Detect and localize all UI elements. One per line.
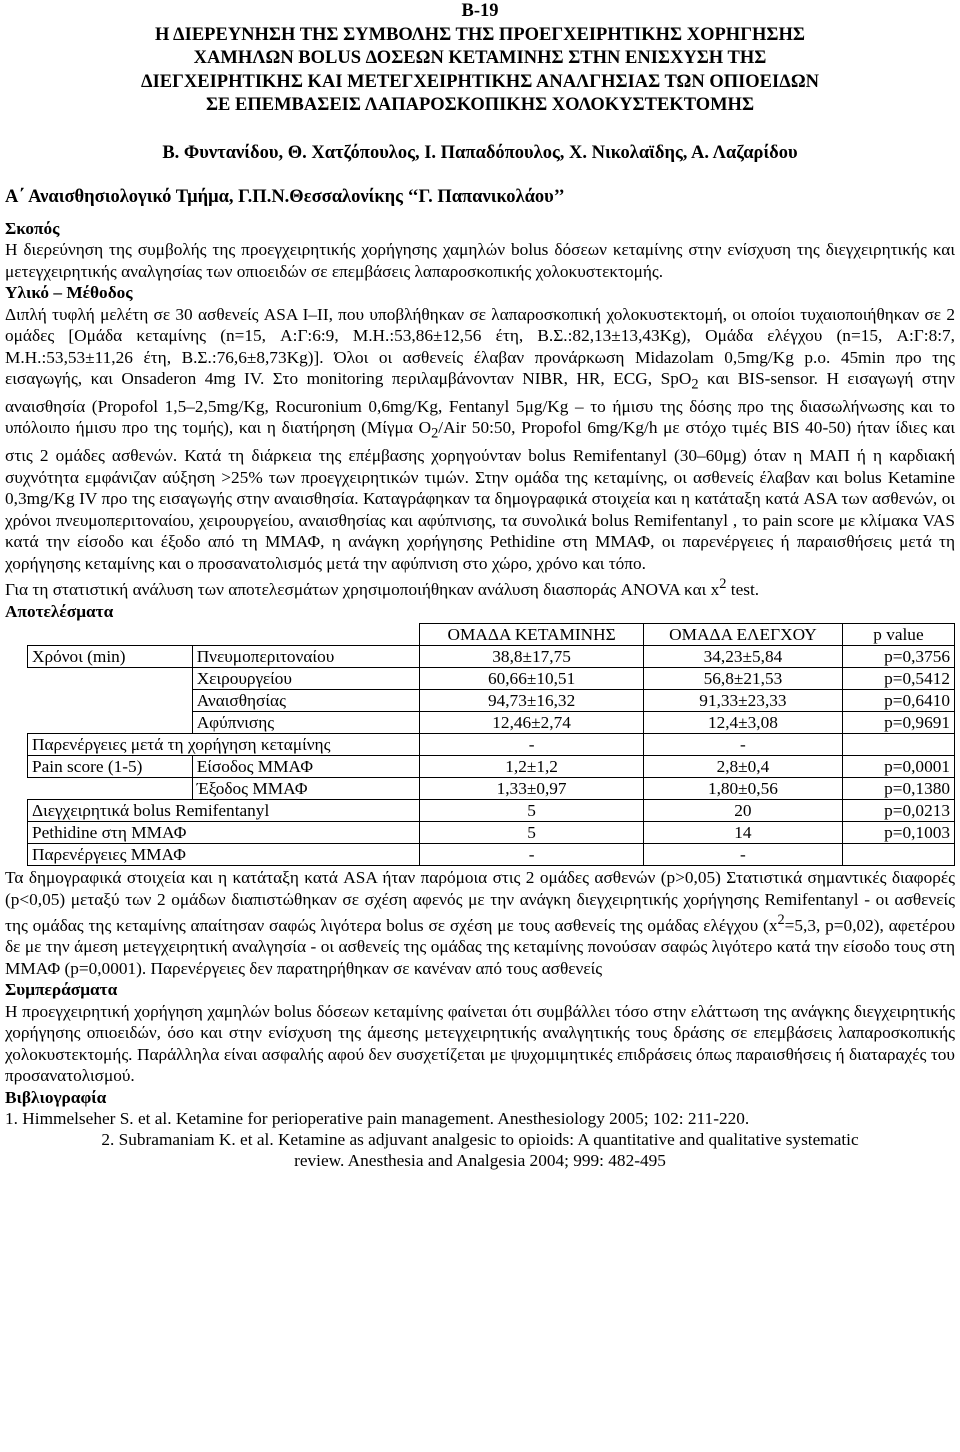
table-row <box>28 690 955 712</box>
conclusions-text: Η προεγχειρητική χορήγηση χαμηλών bolus δόσεων κεταμίνης φαίνεται ότι συμβάλλει τόσο στην ελάττωση της ανάγκης διεγχειρητικής χορήγησης οπιοειδών, όσο και στην ενίσχυση της άμεσης μετεγχειρητικής αναλγητικής τους δράσης σε επεμβάσεις λαπαροσκοπικής χολοκυστεκτομής. Παράλληλα είναι ασφαλής αφού δεν συσχετίζεται με ψυχομιμητικές επιδράσεις όπως παραισθήσεις ή διαταραχές του προσανατολισμού. <box>5 1001 955 1086</box>
control-value: - <box>644 734 843 756</box>
methods-text-part: /Air 50:50, Propofol 6mg/Kg/h με στόχο τιμές BIS 40-50) ήταν ίδιες και στις 2 ομάδες ασθενών. Κατά τη διάρκεια της επέμβασης χορηγούνταν bolus Remifentanyl (30–60μg) όταν η ΜΑΠ ή η καρδιακή συχνότητα εμφάνιζαν αύξηση >25% των προεγχειρητικών τιμών. Στην ομάδα της κεταμίνης, οι ασθενείς έλαβαν και bolus Ketamine 0,3mg/Kg IV προ της εισαγωγής στην αναισθησία. Καταγράφηκαν τα δημογραφικά στοιχεία και η κατάταξη κατά ASA των ασθενών, οι χρόνοι πνευμοπεριτοναίου, χειρουργείου, αναισθησίας και αφύπνισης, τα συνολικά bolus Remifentanyl , το pain score με κλίμακα VAS κατά την είσοδο και έξοδο από τη ΜΜΑΦ, η ανάγκη χορήγησης Pethidine στη ΜΜΑΦ, οι παρενέργειες ή παραισθήσεις μετά τη χορήγησης κεταμίνης και ο προσανατολισμός μετά την αφύπνιση στο χώρο, χρόνο και τόπο. <box>5 418 955 573</box>
p-value: p=0,1003 <box>842 822 954 844</box>
p-value: p=0,3756 <box>842 646 954 668</box>
p-value: p=0,1380 <box>842 778 954 800</box>
row-label: Χειρουργείου <box>192 668 419 690</box>
statistics-text-part: Για τη στατιστική ανάλυση των αποτελεσμάτων χρησιμοποιήθηκαν ανάλυση διασποράς ANOVA και x <box>5 580 720 600</box>
title-line: Η ΔΙΕΡΕΥΝΗΣΗ ΤΗΣ ΣΥΜΒΟΛΗΣ ΤΗΣ ΠΡΟΕΓΧΕΙΡΗΤΙΚΗΣ ΧΟΡΗΓΗΣΗΣ <box>155 24 805 45</box>
references-list <box>5 1108 955 1171</box>
control-value: 2,8±0,4 <box>644 756 843 778</box>
ketamine-value: 5 <box>420 800 644 822</box>
superscript: 2 <box>719 576 727 593</box>
methods-text-part: Διπλή τυφλή μελέτη σε 30 ασθενείς ASA I–II, που υποβλήθηκαν σε λαπαροσκοπική χολοκυστεκτομή, οι οποίοι τυχαιοποιήθηκαν σε 2 ομάδες [Ομάδα κεταμίνης (n=15, Α:Γ:6:9, Μ.Η.:53,86±12,56 έτη, Β.Σ.:82,13±13,43Kg), Ομάδα ελέγχου (n=15, Α:Γ:8:7, Μ.Η.:53,53±11,26 έτη, Β.Σ.:76,6±8,73Kg)]. Όλοι οι ασθενείς έλαβαν προνάρκωση Midazolam 0,5mg/Kg p.o. 45min προ της εισαγωγής, και Onsaderon 4mg IV. Στο monitoring περιλαμβάνονταν NIBR, HR, ECG, SpO <box>5 304 955 388</box>
p-value: p=0,0213 <box>842 800 954 822</box>
control-value: 34,23±5,84 <box>644 646 843 668</box>
row-label: Διεγχειρητικά bolus Remifentanyl <box>28 800 420 822</box>
title-line: ΣΕ ΕΠΕΜΒΑΣΕΙΣ ΛΑΠΑΡΟΣΚΟΠΙΚΗΣ ΧΟΛΟΚΥΣΤΕΚΤΟΜΗΣ <box>205 95 755 115</box>
p-value: p=0,6410 <box>842 690 954 712</box>
header-control: ΟΜΑΔΑ ΕΛΕΓΧΟΥ <box>644 624 843 646</box>
results-text-part: =5,3, p=0,02), αφετέρου δε με την άμεση μετεγχειρητική αναλγησία - οι ασθενείς της ομάδας της κεταμίνης πονούσαν σαφώς λιγότερο κατά την είσοδο τους στη ΜΜΑΦ (p=0,0001). Παρενέργειες δεν παρατηρήθηκαν σε κανέναν από τους ασθενείς <box>5 915 956 978</box>
table-row <box>28 756 955 778</box>
control-value: - <box>644 844 843 866</box>
authors: Β. Φυντανίδου, Θ. Χατζόπουλος, Ι. Παπαδόπουλος, Χ. Νικολαϊδης, Α. Λαζαρίδου <box>162 142 798 163</box>
row-label: Είσοδος ΜΜΑΦ <box>192 756 419 778</box>
control-value: 20 <box>644 800 843 822</box>
ketamine-value: 94,73±16,32 <box>420 690 644 712</box>
row-label: Αφύπνισης <box>192 712 419 734</box>
superscript: 2 <box>777 912 785 929</box>
table-row <box>28 646 955 668</box>
table-row <box>28 668 955 690</box>
control-value: 91,33±23,33 <box>644 690 843 712</box>
reference-item: 1. Himmelseher S. et al. Ketamine for perioperative pain management. Anesthesiology 2005; 102: 211-220. <box>5 1109 750 1129</box>
control-value: 1,80±0,56 <box>644 778 843 800</box>
table-row <box>28 712 955 734</box>
subscript: 2 <box>691 376 699 393</box>
aim-heading: Σκοπός <box>5 218 60 238</box>
ketamine-value: 60,66±10,51 <box>420 668 644 690</box>
table-row <box>28 844 955 866</box>
results-text <box>5 867 955 979</box>
row-label: Pethidine στη ΜΜΑΦ <box>28 822 420 844</box>
control-value: 56,8±21,53 <box>644 668 843 690</box>
control-value: 12,4±3,08 <box>644 712 843 734</box>
p-value: p=0,9691 <box>842 712 954 734</box>
abstract-page <box>5 0 955 1171</box>
row-label: Αναισθησίας <box>192 690 419 712</box>
p-value: p=0,5412 <box>842 668 954 690</box>
title-line: ΔΙΕΓΧΕΙΡΗΤΙΚΗΣ ΚΑΙ ΜΕΤΕΓΧΕΙΡΗΤΙΚΗΣ ΑΝΑΛΓΗΣΙΑΣ ΤΩΝ ΟΠΙΟΕΙΔΩΝ <box>141 71 819 92</box>
table-row <box>28 822 955 844</box>
references-heading: Βιβλιογραφία <box>5 1087 107 1107</box>
ketamine-value: - <box>420 734 644 756</box>
methods-heading: Υλικό – Μέθοδος <box>5 283 133 302</box>
results-text-part: Τα δημογραφικά στοιχεία και η κατάταξη κατά ASA ήταν παρόμοια στις 2 ομάδες ασθενών (p>0,05) Στατιστικά σημαντικές διαφορές (p<0,05) μεταξύ των 2 ομάδων διαπιστώθηκαν σε σχέση αφενός με την ανάγκη διεγχειρητικής χορήγησης Remifentanyl - οι ασθενείς της ομάδας της κεταμίνης απαίτησαν σαφώς λιγότερα bolus σε σχέση με τους ασθενείς της ομάδας ελέγχου (x <box>5 868 955 935</box>
table-row <box>28 778 955 800</box>
p-value <box>842 734 954 756</box>
statistics-text <box>5 574 955 600</box>
header-ketamine: ΟΜΑΔΑ ΚΕΤΑΜΙΝΗΣ <box>420 624 644 646</box>
statistics-text-part: test. <box>726 580 760 600</box>
ketamine-value: 1,2±1,2 <box>420 756 644 778</box>
p-value: p=0,0001 <box>842 756 954 778</box>
reference-item: 2. Subramaniam K. et al. Ketamine as adjuvant analgesic to opioids: A quantitative and qualitative systematic <box>101 1130 859 1150</box>
table-header-row <box>28 624 955 646</box>
table-row <box>28 800 955 822</box>
row-label: Πνευμοπεριτοναίου <box>192 646 419 668</box>
subscript: 2 <box>431 425 439 442</box>
methods-text <box>5 304 955 575</box>
group-label: Χρόνοι (min) <box>28 646 193 668</box>
p-value <box>842 844 954 866</box>
table-row <box>28 734 955 756</box>
results-heading: Αποτελέσματα <box>5 601 114 621</box>
ketamine-value: 5 <box>420 822 644 844</box>
header-pvalue: p value <box>842 624 954 646</box>
title-line: ΧΑΜΗΛΩΝ BOLUS ΔΟΣΕΩΝ ΚΕΤΑΜΙΝΗΣ ΣΤΗΝ ΕΝΙΣΧΥΣΗ ΤΗΣ <box>193 48 767 68</box>
ketamine-value: 1,33±0,97 <box>420 778 644 800</box>
reference-item-continued: review. Anesthesia and Analgesia 2004; 999: 482-495 <box>294 1151 666 1171</box>
ketamine-value: 38,8±17,75 <box>420 646 644 668</box>
methods-text-part: και BIS-sensor. Η εισαγωγή στην αναισθησία (Propofol 1,5–2,5mg/Kg, Rocuronium 0,6mg/Kg, Fentanyl 5μg/Kg – το ήμισυ της δόσης προ της διασωλήνωσης και το υπόλοιπο ήμισυ προ της τομής), και η διατήρηση (Μίγμα Ο <box>5 369 955 438</box>
results-table <box>27 623 955 866</box>
abstract-code: Β-19 <box>461 1 499 21</box>
aim-text: Η διερεύνηση της συμβολής της προεγχειρητικής χορήγησης χαμηλών bolus δόσεων κεταμίνης στην ενίσχυση της διεγχειρητικής και μετεγχειρητικής αναλγησίας των οπιοειδών σε επεμβάσεις λαπαροσκοπικής χολοκυστεκτομής. <box>5 240 955 281</box>
abstract-title <box>5 24 955 118</box>
row-label: Παρενέργειες μετά τη χορήγηση κεταμίνης <box>28 734 420 756</box>
row-label: Έξοδος ΜΜΑΦ <box>192 778 419 800</box>
conclusions-heading: Συμπεράσματα <box>5 980 118 1000</box>
ketamine-value: - <box>420 844 644 866</box>
group-label: Pain score (1-5) <box>28 756 193 778</box>
control-value: 14 <box>644 822 843 844</box>
affiliation: Α΄ Αναισθησιολογικό Τμήμα, Γ.Π.Ν.Θεσσαλονίκης ‘‘Γ. Παπανικολάου’’ <box>5 186 565 207</box>
row-label: Παρενέργειες ΜΜΑΦ <box>28 844 420 866</box>
ketamine-value: 12,46±2,74 <box>420 712 644 734</box>
